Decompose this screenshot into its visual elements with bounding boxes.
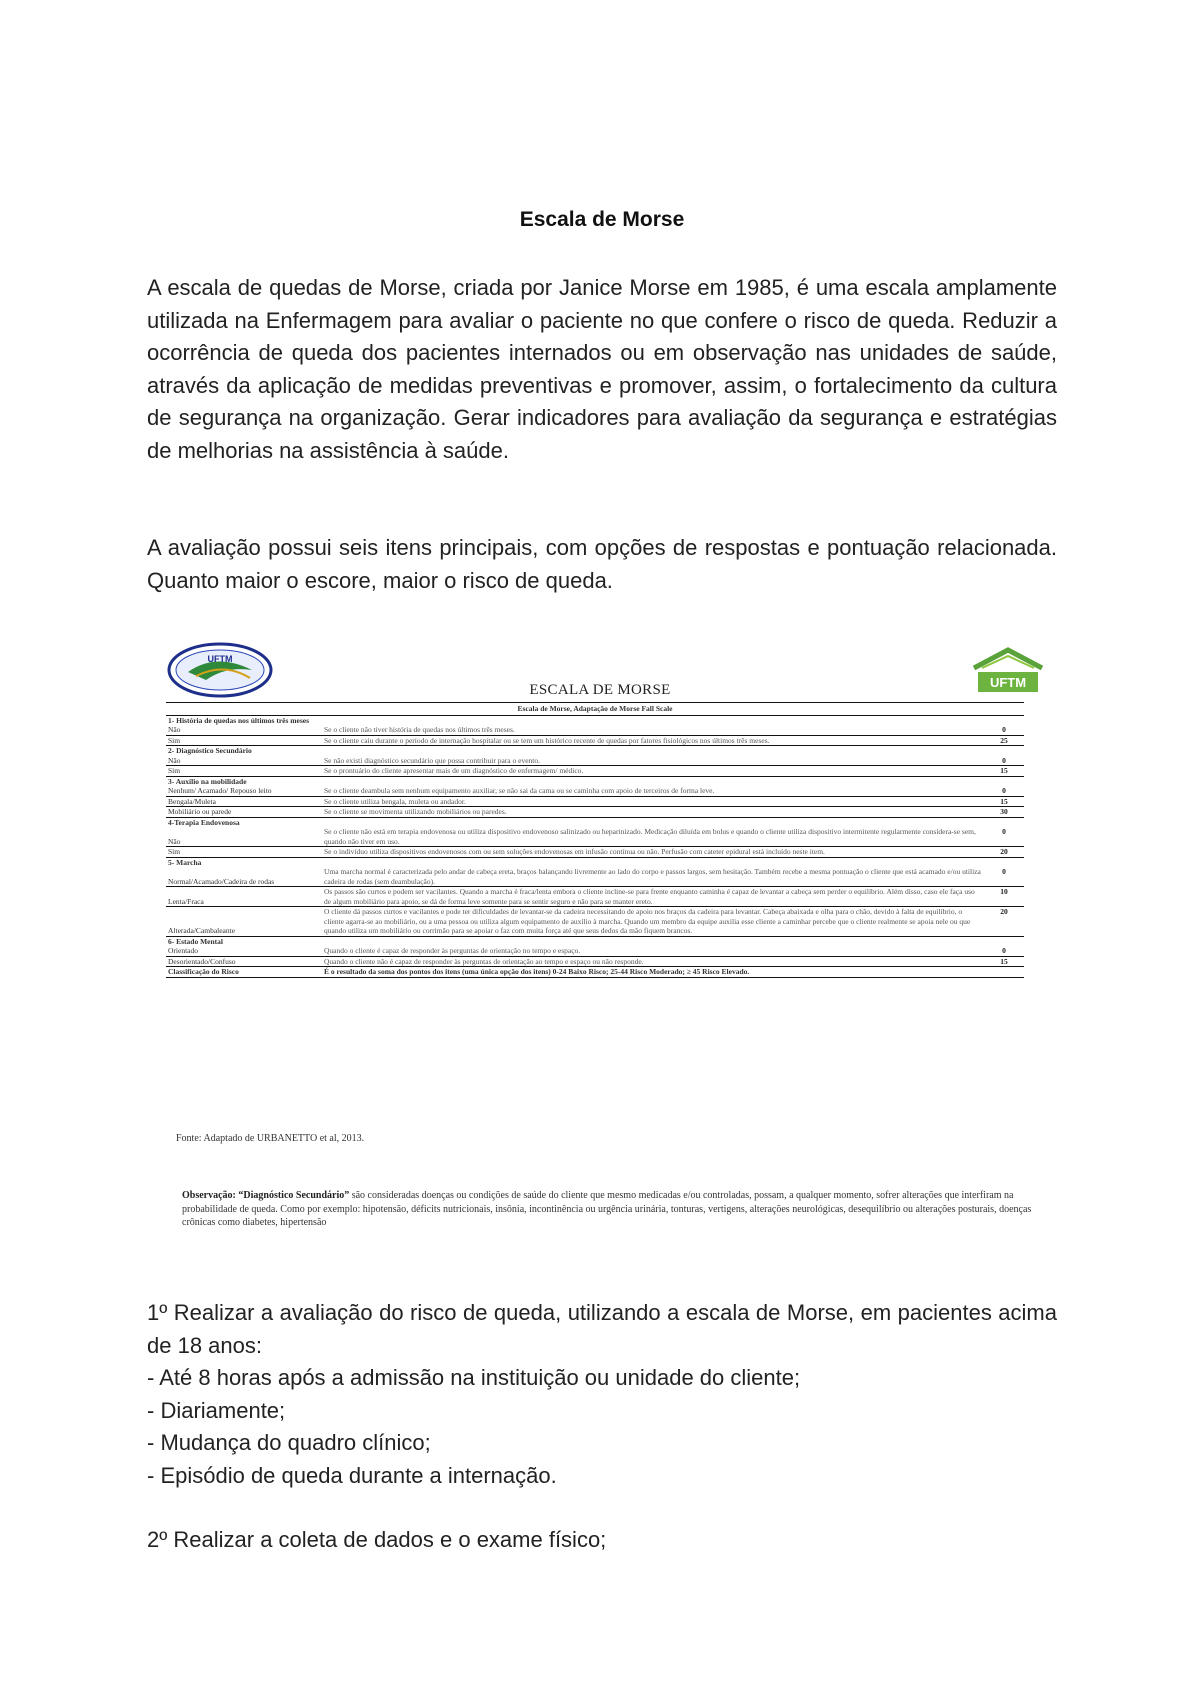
figure-note-label: Observação: “Diagnóstico Secundário” (182, 1190, 350, 1201)
scale-row-points: 15 (1000, 956, 1008, 966)
scale-row-description: Se o cliente se movimenta utilizando mobiliários ou paredes. (324, 807, 507, 816)
scale-row-points: 0 (1002, 786, 1006, 795)
table-row (166, 756, 1024, 767)
scale-body (166, 716, 1024, 968)
table-row (166, 725, 1024, 736)
scale-row-label: Sim (168, 735, 181, 745)
scale-row-description: Se o cliente não tiver história de quedas nos últimos três meses. (324, 725, 515, 734)
table-row (166, 797, 1024, 808)
morse-scale-table (166, 702, 1024, 978)
scale-row-description: Se o cliente não está em terapia endovenosa ou utiliza dispositivo endovenoso salinizado ou heparinizado. Medicação diluída em bolus e quando o cliente utiliza dispositivo intermitente regularmente considera-se sem, quando não tiver em uso. (324, 827, 976, 846)
scale-row-label: Lenta/Fraca (168, 896, 204, 906)
figure-note (182, 1189, 1032, 1230)
scale-row-description: O cliente dá passos curtos e vacilantes e pode ter dificuldades de levantar-se da cadeira necessitando de apoio nos braços da cadeira para levantar. Cabeça abaixada e olha para o chão, devido à falta de equilíbrio, o cliente agarra-se ao mobiliário, ou a uma pessoa ou utiliza algum equipamento de auxílio à marcha. Quando um membro da equipe auxilia esse cliente a caminhar percebe que o cliente realmente se apoia nele ou que quando utiliza um mobiliário ou corrimão para se apoiar o faz com muita força até que seus dedos da mão fiquem brancos. (324, 907, 971, 935)
scale-row-label: Nenhum/ Acamado/ Repouso leito (168, 786, 272, 795)
figure-source: Fonte: Adaptado de URBANETTO et al, 2013. (176, 1133, 365, 1144)
scale-row-label: Normal/Acamado/Cadeira de rodas (168, 876, 275, 886)
table-row (166, 736, 1024, 747)
list-item: - Diariamente; (147, 1397, 286, 1423)
scale-row-label: Desorientado/Confuso (168, 956, 236, 966)
scale-row-points: 30 (1000, 807, 1008, 816)
scale-row-points: 25 (1000, 735, 1008, 745)
morse-scale-figure (160, 636, 1040, 1236)
scale-section-heading: 1- História de quedas nos últimos três meses (168, 715, 310, 725)
table-row (166, 887, 1024, 907)
scale-row-points: 15 (1000, 766, 1008, 775)
step-1-text: 1º Realizar a avaliação do risco de queda, utilizando a escala de Morse, em pacientes acima de 18 anos: (147, 1300, 1057, 1358)
scale-row-label: Alterada/Cambaleante (168, 926, 236, 935)
list-item: - Mudança do quadro clínico; (147, 1430, 431, 1455)
scale-title: ESCALA DE MORSE (529, 682, 671, 698)
scale-row-points: 10 (1000, 887, 1008, 896)
scale-row-points: 20 (1000, 907, 1008, 916)
scale-row-description: Quando o cliente é capaz de responder às perguntas de orientação no tempo e espaço. (324, 946, 581, 955)
scale-row-label: Orientado (168, 946, 198, 955)
intro-paragraph-2: A avaliação possui seis itens principais, com opções de respostas e pontuação relacionada. Quanto maior o escore, maior o risco de queda. (147, 535, 1057, 593)
step-1-list (147, 1362, 1057, 1492)
scale-row-points: 0 (1002, 725, 1006, 734)
scale-row-description: Se o cliente deambula sem nenhum equipamento auxiliar, se não sai da cama ou se caminha com apoio de terceiros de forma leve. (324, 786, 715, 795)
scale-row-label: Bengala/Muleta (168, 796, 216, 806)
table-row (166, 807, 1024, 818)
intro-paragraph-1: A escala de quedas de Morse, criada por Janice Morse em 1985, é uma escala amplamente utilizada na Enfermagem para avaliar o paciente no que confere o risco de queda. Reduzir a ocorrência de queda dos pacientes internados ou em observação nas unidades de saúde, através da aplicação de medidas preventivas e promover, assim, o fortalecimento da cultura de segurança na organização. Gerar indicadores para avaliação da segurança e estratégias de melhorias na assistência à saúde. (147, 275, 1057, 463)
scale-row-description: Se o indivíduo utiliza dispositivos endovenosos com ou sem soluções endovenosas em infusão contínua ou não. Perfusão com cateter epidural está incluído neste item. (324, 847, 825, 856)
scale-row-points: 0 (1002, 867, 1006, 876)
scale-row-description: Se o cliente utiliza bengala, muleta ou andador. (324, 796, 466, 806)
scale-section-heading: 2- Diagnóstico Secundário (168, 746, 252, 755)
list-item: - Até 8 horas após a admissão na instituição ou unidade do cliente; (147, 1365, 801, 1390)
classification-desc: É o resultado da soma dos pontos dos itens (uma única opção dos itens) 0-24 Baixo Risco; 25-44 Risco Moderado; ≥ 45 Risco Elevado. (324, 967, 750, 976)
document-title: Escala de Morse (519, 208, 685, 231)
scale-row-description: Se o prontuário do cliente apresentar mais de um diagnóstico de enfermagem/ médico. (324, 766, 584, 775)
table-row (166, 827, 1024, 847)
figure-note-text: são consideradas doenças ou condições de saúde do cliente que mesmo medicadas e/ou controladas, possam, a qualquer momento, sofrer alterações que interfiram na probabilidade de queda. Como por exemplo: hipotensão, déficits nutricionais, insônia, incontinência ou urgência urinária, tonturas, vertigens, alterações neurológicas, desequilíbrio ou alterações posturais, doenças crônicas como diabetes, hipertensão (182, 1190, 1032, 1228)
scale-row-label: Não (168, 836, 181, 846)
classification-label: Classificação do Risco (168, 967, 239, 976)
scale-row-points: 0 (1002, 827, 1006, 836)
scale-row-description: Quando o cliente não é capaz de responder às perguntas de orientação ao tempo e espaço ou não responde. (324, 956, 644, 966)
classification-row (166, 967, 1024, 977)
scale-section-heading: 4-Terapia Endovenosa (168, 817, 240, 827)
scale-row-label: Sim (168, 847, 181, 856)
scale-section-heading: 6- Estado Mental (168, 936, 223, 946)
scale-row-points: 15 (1000, 796, 1008, 806)
list-item: - Episódio de queda durante a internação. (147, 1462, 557, 1488)
scale-row-label: Sim (168, 766, 181, 775)
scale-row-description: Se não existi diagnóstico secundário que possa contribuir para o evento. (324, 755, 540, 765)
scale-row-points: 0 (1002, 755, 1006, 765)
table-row (166, 786, 1024, 797)
scale-section-heading: 5- Marcha (168, 857, 202, 867)
scale-row-label: Não (168, 725, 181, 734)
scale-caption: Escala de Morse, Adaptação de Morse Fall Scale (166, 703, 1024, 716)
scale-row-label: Mobiliário ou parede (168, 807, 232, 816)
scale-row-points: 20 (1000, 847, 1008, 856)
table-row (166, 766, 1024, 777)
table-row (166, 957, 1024, 968)
scale-row-description: Uma marcha normal é caracterizada pelo andar de cabeça ereta, braços balançando livremente ao lado do corpo e passos largos, sem hesitação. Também recebe a mesma pontuação o cliente que está acamado e/ou utiliza cadeira de rodas (sem deambulação). (324, 867, 981, 886)
scale-row-points: 0 (1002, 946, 1006, 955)
step-2-text: 2º Realizar a coleta de dados e o exame físico; (147, 1527, 607, 1552)
scale-section-heading: 3- Auxílio na mobilidade (168, 776, 247, 786)
left-logo-text: UFTM (207, 654, 233, 664)
scale-row-description: Se o cliente caiu durante o período de internação hospitalar ou se tem um histórico recente de quedas por fatores fisiológicos nos últimos três meses. (324, 735, 770, 745)
table-row (166, 867, 1024, 887)
scale-row-label: Não (168, 755, 181, 765)
scale-row-description: Os passos são curtos e podem ser vacilantes. Quando a marcha é fraca/lenta embora o cliente incline-se para frente enquanto caminha é capaz de levantar a cabeça sem perder o equilíbrio. Além disso, caso ele faça uso de algum mobiliário para apoio, se dá de forma leve somente para se sentir seguro e não para se manter ereto. (324, 887, 975, 906)
table-row (166, 907, 1024, 937)
table-row (166, 847, 1024, 858)
right-logo-text: UFTM (989, 675, 1027, 690)
table-row (166, 946, 1024, 957)
